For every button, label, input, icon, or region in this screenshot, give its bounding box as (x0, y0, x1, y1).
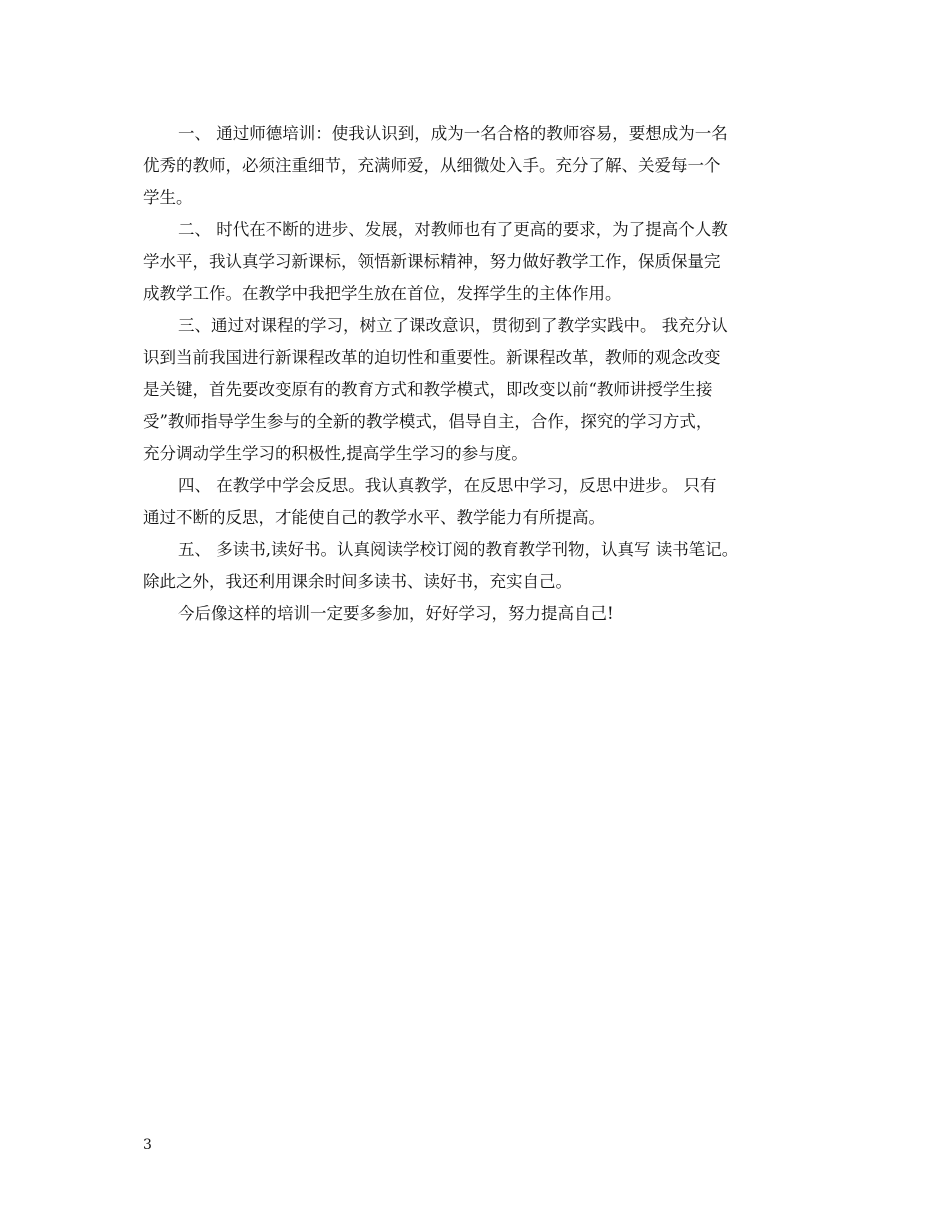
paragraph-2-line-2: 学水平，我认真学习新课标，领悟新课标精神，努力做好教学工作，保质保量完 (143, 252, 721, 271)
paragraph-3-line-4: 受”教师指导学生参与的全新的教学模式，倡导自主，合作，探究的学习方式， (143, 412, 713, 431)
paragraph-2-line-3: 成教学工作。在教学中我把学生放在首位，发挥学生的主体作用。 (143, 284, 622, 303)
paragraph-3-line-5: 充分调动学生学习的积极性,提高学生学习的参与度。 (143, 444, 528, 463)
body-text (143, 118, 833, 630)
paragraph-4-line-2: 通过不断的反思，才能使自己的教学水平、教学能力有所提高。 (143, 508, 605, 527)
paragraph-3-line-1: 三、通过对课程的学习，树立了课改意识，贯彻到了教学实践中。 我充分认 (178, 316, 728, 335)
paragraph-1-line-1: 一、 通过师德培训：使我认识到，成为一名合格的教师容易，要想成为一名 (178, 124, 728, 143)
paragraph-5-line-2: 除此之外，我还利用课余时间多读书、读好书，充实自己。 (143, 572, 572, 591)
paragraph-1-line-3: 学生。 (143, 188, 193, 207)
paragraph-3-line-3: 是关键，首先要改变原有的教育方式和教学模式，即改变以前“教师讲授学生接 (143, 380, 713, 399)
paragraph-6-line-1: 今后像这样的培训一定要多参加，好好学习，努力提高自己! (178, 604, 614, 623)
paragraph-3-line-2: 识到当前我国进行新课程改革的迫切性和重要性。新课程改革，教师的观念改变 (143, 348, 721, 367)
paragraph-4-line-1: 四、 在教学中学会反思。我认真教学，在反思中学习，反思中进步。 只有 (178, 476, 717, 495)
paragraph-1-line-2: 优秀的教师，必须注重细节，充满师爱，从细微处入手。充分了解、关爱每一个 (143, 156, 721, 175)
page-number: 3 (143, 1137, 152, 1153)
paragraph-2-line-1: 二、 时代在不断的进步、发展，对教师也有了更高的要求，为了提高个人教 (178, 220, 728, 239)
paragraph-5-line-1: 五、 多读书,读好书。认真阅读学校订阅的教育教学刊物，认真写 读书笔记。 (178, 540, 739, 559)
